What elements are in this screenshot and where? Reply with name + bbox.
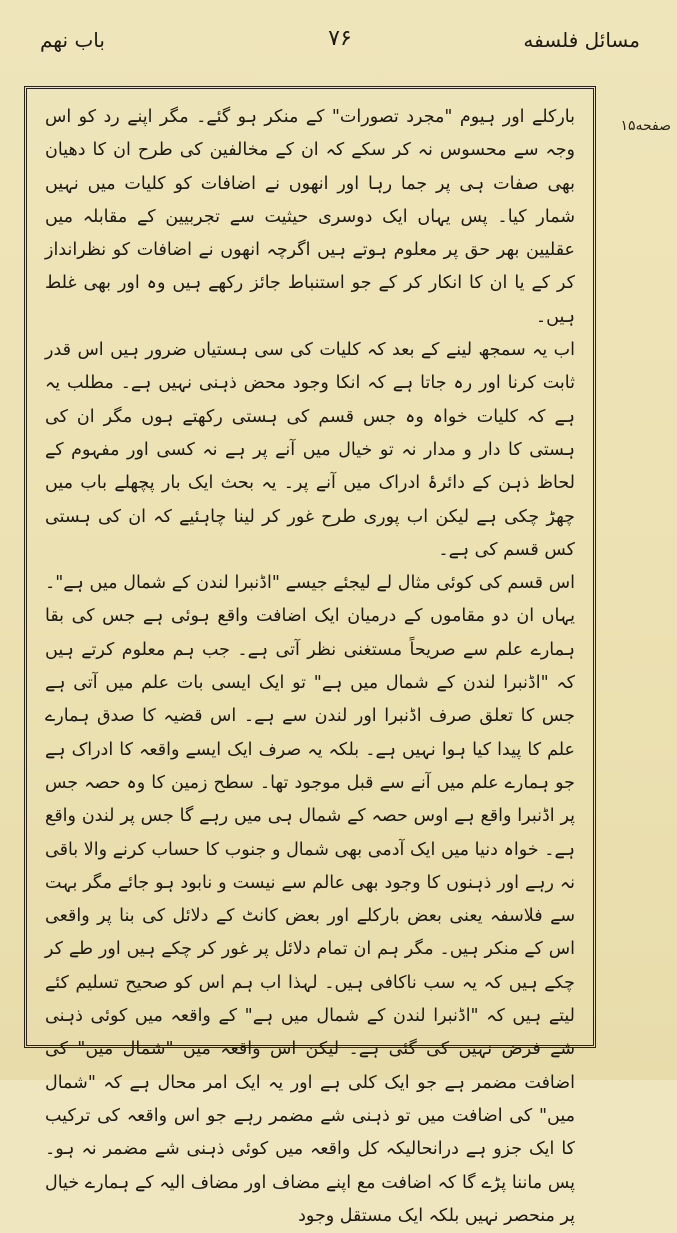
paragraph: اب یہ سمجھ لینے کے بعد کہ کلیات کی سی ہستیاں ضرور ہیں اس قدر ثابت کرنا اور رہ جاتا ہے کہ انکا وجود محض ذہنی نہیں ہے۔ مطلب یہ ہے کہ کلیات خواہ وہ جس قسم کی ہستی رکھتے ہوں مگر ان کی ہستی کا دار و مدار نہ تو خیال میں آنے پر ہے نہ کسی اور مفہوم کے لحاظ ذہن کے دائرۂ ادراک میں آنے پر۔ یہ بحث ایک بار پچھلے باب میں چھڑ چکی ہے لیکن اب پوری طرح غور کر لینا چاہئیے کہ ان کی ہستی کس قسم کی ہے۔: [45, 340, 575, 560]
margin-page-reference: صفحه۱۵: [620, 118, 671, 134]
running-title: مسائل فلسفه: [523, 28, 640, 52]
paragraph: اس قسم کی کوئی مثال لے لیجئے جیسے "اڈنبرا لندن کے شمال میں ہے"۔ یہاں ان دو مقاموں کے درمیان ایک اضافت واقع ہوئی ہے جس کی بقا ہمارے علم سے صریحاً مستغنی نظر آتی ہے۔ جب ہم معلوم کرتے ہیں کہ "اڈنبرا لندن کے شمال میں ہے" تو ایک ایسی بات علم میں آتی ہے جس کا تعلق صرف اڈنبرا اور لندن سے ہے۔ اس قضیہ کا صدق ہمارے علم کا پیدا کیا ہوا نہیں ہے۔ بلکہ یہ صرف ایک ایسے واقعہ کا ادراک ہے جو ہمارے علم میں آنے سے قبل موجود تھا۔ سطح زمین کا وہ حصہ جس پر اڈنبرا واقع ہے اوس حصہ کے شمال ہی میں رہے گا جس پر لندن واقع ہے۔ خواہ دنیا میں ایک آدمی بھی شمال و جنوب کا حساب کرنے والا باقی نہ رہے اور ذہنوں کا وجود بھی عالم سے نیست و نابود ہو جائے مگر بہت سے فلاسفہ یعنی بعض بارکلے اور بعض کانٹ کے دلائل کی بنا پر واقعی اس کے منکر ہیں۔ مگر ہم ان تمام دلائل پر غور کر چکے ہیں اور طے کر چکے ہیں کہ یہ سب ناکافی ہیں۔ لہذا اب ہم اس کو صحیح تسلیم کئے لیتے ہیں کہ "اڈنبرا لندن کے شمال میں ہے" کے واقعہ میں کوئی ذہنی شے فرض نہیں کی گئی ہے۔ لیکن اس واقعہ میں "شمال میں" کی اضافت مضمر ہے جو ایک کلی ہے اور یہ ایک امر محال ہے کہ "شمال میں" کی اضافت میں تو ذہنی شے مضمر رہے جو اس واقعہ کی ترکیب کا ایک جزو ہے درانحالیکہ کل واقعہ میں کوئی ذہنی شے مضمر نہ ہو۔ پس ماننا پڑے گا کہ اضافت مع اپنے مضاف اور مضاف الیہ کے ہمارے خیال پر منحصر نہیں بلکہ ایک مستقل وجود: [45, 573, 575, 1226]
page-header: [30, 20, 650, 64]
body-text: [45, 101, 575, 1233]
page-number: ۷۶: [328, 26, 352, 51]
paragraph: بارکلے اور ہیوم "مجرد تصورات" کے منکر ہو گئے۔ مگر اپنے رد کو اس وجہ سے محسوس نہ کر سکے کہ ان کے مخالفین کی طرح ان کا دھیان بھی صفات ہی پر جما رہا اور انھوں نے اضافات کو کلیات میں نہیں شمار کیا۔ پس یہاں ایک دوسری حیثیت سے تجربیین کے مقابلہ میں عقلیین بھر حق پر معلوم ہوتے ہیں اگرچہ انھوں نے اضافات کو نظرانداز کر کے یا ان کا انکار کر کے جو استنباط جائز رکھے ہیں وہ اور بھی غلط ہیں۔: [45, 107, 575, 327]
chapter-label: باب نهم: [40, 28, 105, 52]
text-frame: [24, 86, 596, 1226]
